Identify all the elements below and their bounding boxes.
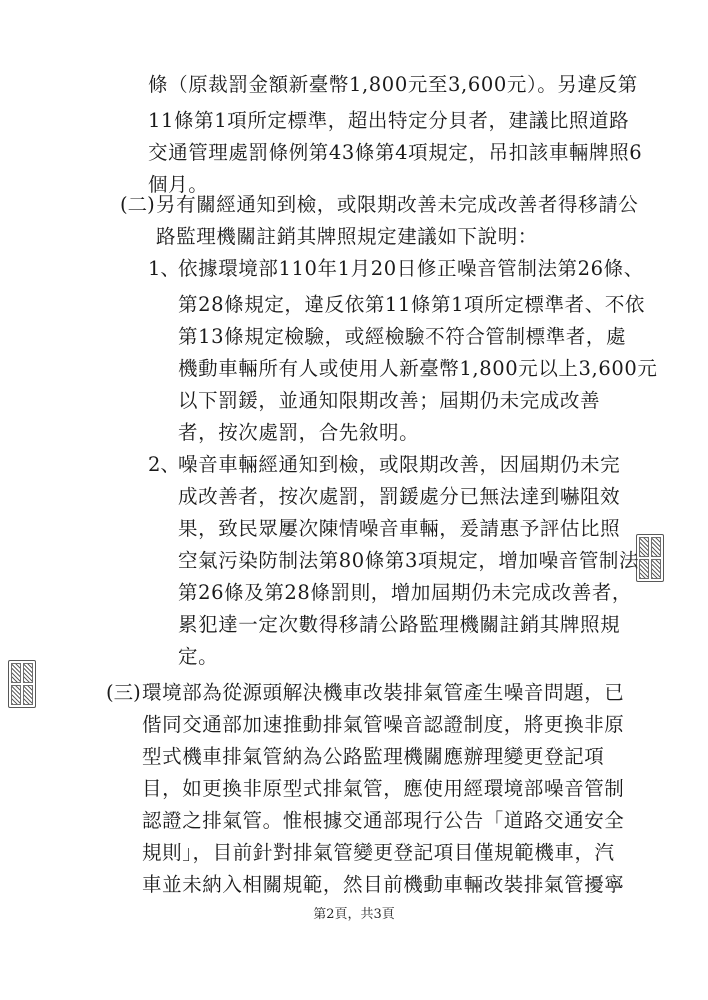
seal-stamp-right xyxy=(636,534,664,582)
body-line: 第26條及第28條罰則，增加屆期仍未完成改善者， xyxy=(178,581,633,604)
seal-stamp-left xyxy=(8,660,36,708)
body-line: 第13條規定檢驗，或經檢驗不符合管制標準者，處 xyxy=(178,325,627,348)
body-line: 以下罰鍰，並通知限期改善；屆期仍未完成改善 xyxy=(178,389,601,412)
body-line: 個月。 xyxy=(148,173,209,196)
body-line: 條（原裁罰金額新臺幣1,800元至3,600元）。另違反第 xyxy=(148,73,638,96)
page-footer: 第2頁，共3頁 xyxy=(313,907,395,922)
body-line: 定。 xyxy=(178,645,219,668)
section-marker: (二) xyxy=(120,193,155,216)
body-line: 依據環境部110年1月20日修正噪音管制法第26條、 xyxy=(178,257,644,280)
body-line: 偕同交通部加速推動排氣管噪音認證制度，將更換非原 xyxy=(142,713,625,736)
body-line: 型式機車排氣管納為公路監理機關應辦理變更登記項 xyxy=(142,745,605,768)
body-line: 交通管理處罰條例第43條第4項規定，吊扣該車輛牌照6 xyxy=(148,141,643,164)
body-line: 成改善者，按次處罰，罰鍰處分已無法達到嚇阻效 xyxy=(178,485,621,508)
body-line: 機動車輛所有人或使用人新臺幣1,800元以上3,600元 xyxy=(178,357,658,380)
body-line: 者，按次處罰，合先敘明。 xyxy=(178,421,420,444)
body-line: 目，如更換非原型式排氣管，應使用經環境部噪音管制 xyxy=(142,777,625,800)
body-line: 車並未納入相關規範，然目前機動車輛改裝排氣管擾寧 xyxy=(142,873,625,896)
body-line: 11條第1項所定標準，超出特定分貝者，建議比照道路 xyxy=(148,109,630,132)
body-line: 第28條規定，違反依第11條第1項所定標準者、不依 xyxy=(178,293,646,316)
item-marker: 1、 xyxy=(148,257,180,280)
section-marker: (三) xyxy=(106,681,141,704)
item-marker: 2、 xyxy=(148,453,180,476)
body-line: 認證之排氣管。惟根據交通部現行公告「道路交通安全 xyxy=(142,809,625,832)
body-line: 規則」，目前針對排氣管變更登記項目僅規範機車，汽 xyxy=(142,841,615,864)
body-line: 空氣污染防制法第80條第3項規定，增加噪音管制法 xyxy=(178,549,640,572)
body-line: 環境部為從源頭解決機車改裝排氣管產生噪音問題，已 xyxy=(142,681,625,704)
body-line: 噪音車輛經通知到檢，或限期改善，因屆期仍未完 xyxy=(178,453,621,476)
body-line: 累犯達一定次數得移請公路監理機關註銷其牌照規 xyxy=(178,613,621,636)
body-line: 路監理機關註銷其牌照規定建議如下說明： xyxy=(156,225,538,248)
body-line: 果，致民眾屢次陳情噪音車輛，爰請惠予評估比照 xyxy=(178,517,621,540)
body-line: 另有關經通知到檢，或限期改善未完成改善者得移請公 xyxy=(156,193,639,216)
